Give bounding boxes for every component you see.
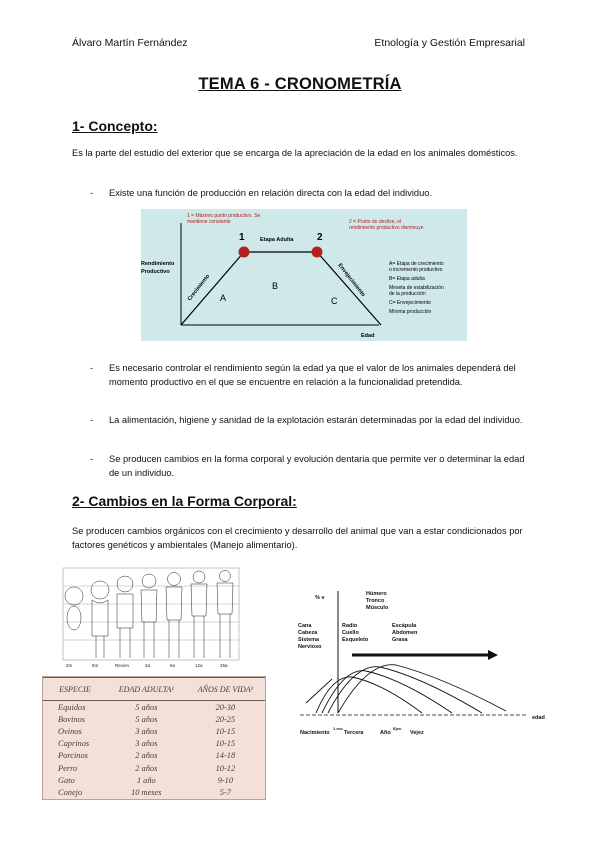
region-c-label: C — [331, 296, 338, 306]
point-2-note-line2: rendimiento productivo disminuye — [349, 225, 424, 231]
x-tick-label: Nacimiento — [300, 730, 330, 736]
point-1-note-line1: 1 = Máximo punto productivo. Se — [187, 213, 261, 219]
tissue-label: Cuello — [342, 630, 359, 636]
growth-curves-figure — [292, 583, 552, 745]
peak-point-1 — [239, 247, 250, 258]
age-label: 6a — [170, 663, 176, 668]
body-figure-head — [65, 587, 83, 605]
point-2-number: 2 — [317, 232, 323, 243]
growth-arrow-head — [488, 650, 498, 660]
table-cell: 2 años — [135, 763, 158, 773]
table-cell: Perro — [58, 763, 78, 773]
bullet-dash: - — [90, 415, 94, 425]
body-figure-head — [91, 581, 109, 599]
point-1-note-line2: mantiene constante — [187, 219, 231, 225]
growth-label: Crecimiento — [186, 273, 212, 303]
tissue-label: Músculo — [366, 605, 389, 611]
tissue-label: Esqueleto — [342, 637, 369, 643]
bullet-dash: - — [90, 363, 94, 373]
stage-label: Etapa Adulta — [260, 237, 294, 243]
age-label: Recien — [115, 663, 130, 668]
body-figure-torso — [141, 590, 157, 622]
production-curve-figure — [141, 209, 467, 341]
region-a-label: A — [220, 293, 227, 303]
decline-point-2 — [312, 247, 323, 258]
body-proportions-figure — [62, 566, 240, 670]
body-figure-torso — [217, 583, 233, 614]
tissue-label: Radio — [342, 623, 358, 629]
table-header-species: ESPECIE — [43, 678, 107, 701]
body-figure-head — [220, 571, 231, 582]
bullet-text: La alimentación, higiene y sanidad de la explotación estarán determinadas por la edad del individuo. — [109, 415, 523, 425]
table-row — [43, 738, 265, 750]
tissue-label: Cana — [298, 623, 312, 629]
legend-line-1: A= Etapa de crecimiento — [389, 261, 444, 267]
table-cell: 10-15 — [215, 726, 236, 736]
table-cell: Gato — [58, 775, 75, 785]
table-cell: 5 años — [135, 714, 158, 724]
x-axis-label: Edad — [361, 333, 375, 339]
table-cell: 3 años — [135, 726, 158, 736]
section-1-paragraph: Es la parte del estudio del exterior que se encarga de la apreciación de la edad en los animales domésticos. — [72, 148, 518, 158]
table-cell: Equidos — [58, 702, 86, 712]
x-tick-label: Año — [380, 730, 391, 736]
table-cell: 5-7 — [219, 787, 231, 797]
body-figure-torso — [166, 587, 182, 620]
tissue-label: Nervioso — [298, 644, 322, 650]
age-label: 12a — [195, 663, 203, 668]
body-figure-head — [193, 571, 205, 583]
tissue-label: Grasa — [392, 637, 408, 643]
age-label: 25a — [220, 663, 228, 668]
table-cell: 1 año — [136, 775, 156, 785]
body-figure-torso — [92, 600, 108, 636]
x-tick-label: Tercera — [344, 730, 364, 736]
figure-grid-frame — [63, 568, 239, 660]
page-title: TEMA 6 - CRONOMETRÍA — [198, 75, 402, 93]
species-table — [42, 676, 266, 800]
aging-label: Envejecimiento — [336, 262, 366, 299]
bullet-text: Existe una función de producción en relación directa con la edad del individuo. — [109, 188, 433, 198]
age-label: 2m — [66, 663, 73, 668]
body-figure-head — [168, 573, 181, 586]
body-figure-torso — [117, 594, 133, 628]
bullet-text: Es necesario controlar el rendimiento según la edad ya que el valor de los animales dependerá del momento productivo en el que se encuentre en relación a la funcionalidad pretendida. — [109, 363, 516, 387]
table-cell: 5 años — [135, 702, 158, 712]
legend-line-4: Meseta de estabilización — [389, 285, 444, 291]
tissue-label: Tronco — [366, 598, 385, 604]
header-subject: Etnología y Gestión Empresarial — [374, 37, 525, 49]
y-label-line1: Rendimiento — [141, 261, 175, 267]
header-author: Álvaro Martín Fernández — [72, 37, 188, 49]
point-1-number: 1 — [239, 232, 245, 243]
table-header-lifespan: AÑOS DE VIDA¹ — [186, 678, 265, 701]
bullet-text: Se producen cambios en la forma corporal y evolución dentaria que permite ver o determinar la edad de un individuo. — [109, 454, 525, 478]
table-cell: 10 meses — [131, 787, 162, 797]
table-cell: 9-10 — [217, 775, 234, 785]
table-cell: 20-30 — [215, 702, 236, 712]
x-tick-small-label: Ejec. — [393, 726, 403, 731]
body-figure-torso — [67, 606, 81, 630]
tissue-label: Húmero — [366, 591, 387, 597]
table-cell: Ovinos — [58, 726, 82, 736]
table-row — [43, 762, 265, 774]
legend-line-2: o incremento productivo — [389, 267, 443, 273]
section-1-heading: 1- Concepto: — [72, 118, 158, 134]
legend-line-7: Mínima producción — [389, 309, 432, 315]
age-label: 2a — [145, 663, 151, 668]
x-tick-small-label: 1 ero. — [333, 726, 344, 731]
age-label: 5m — [92, 663, 99, 668]
legend-line-3: B= Etapa adulta — [389, 276, 425, 282]
table-cell: 2 años — [135, 751, 158, 761]
table-row — [43, 774, 265, 786]
table-header-adult-age: EDAD ADULTA¹ — [107, 678, 186, 701]
body-figure-head — [117, 576, 133, 592]
table-cell: Bovinos — [58, 714, 85, 724]
table-cell: 14-18 — [215, 751, 236, 761]
table-cell: Porcinos — [58, 751, 88, 761]
y-axis-label: % v — [315, 595, 325, 601]
table-cell: 10-15 — [215, 739, 236, 749]
y-label-line2: Productivo — [141, 269, 170, 275]
bullet-dash: - — [90, 454, 94, 464]
bullet-dash: - — [90, 188, 94, 198]
table-cell: 3 años — [135, 739, 158, 749]
table-row — [43, 701, 265, 714]
tissue-label: Sistema — [298, 637, 320, 643]
table-row — [43, 713, 265, 725]
section-2-paragraph: Se producen cambios orgánicos con el crecimiento y desarrollo del animal que van a estar condicionados por factores genéticos y ambientales (Manejo alimentario). — [72, 526, 523, 550]
point-2-note-line1: 2 = Punto de declive, el — [349, 219, 402, 225]
region-b-label: B — [272, 281, 279, 291]
legend-line-5: de la producción — [389, 291, 426, 297]
legend-line-6: C= Envejecimiento — [389, 300, 431, 306]
section-2-heading: 2- Cambios en la Forma Corporal: — [72, 493, 297, 509]
tissue-label: Abdomen — [392, 630, 418, 636]
tissue-label: Escápula — [392, 623, 417, 629]
table-row — [43, 750, 265, 762]
table-cell: 20-25 — [215, 714, 236, 724]
x-axis-label: edad — [532, 715, 545, 721]
body-figure-torso — [191, 584, 207, 616]
table-cell: Caprinos — [58, 739, 90, 749]
table-row — [43, 725, 265, 737]
x-tick-label: Vejez — [410, 730, 424, 736]
growth-curve-fat — [338, 665, 506, 713]
table-row — [43, 786, 265, 798]
tissue-label: Cabeza — [298, 630, 318, 636]
table-cell: Conejo — [58, 787, 83, 797]
table-cell: 10-12 — [215, 763, 236, 773]
